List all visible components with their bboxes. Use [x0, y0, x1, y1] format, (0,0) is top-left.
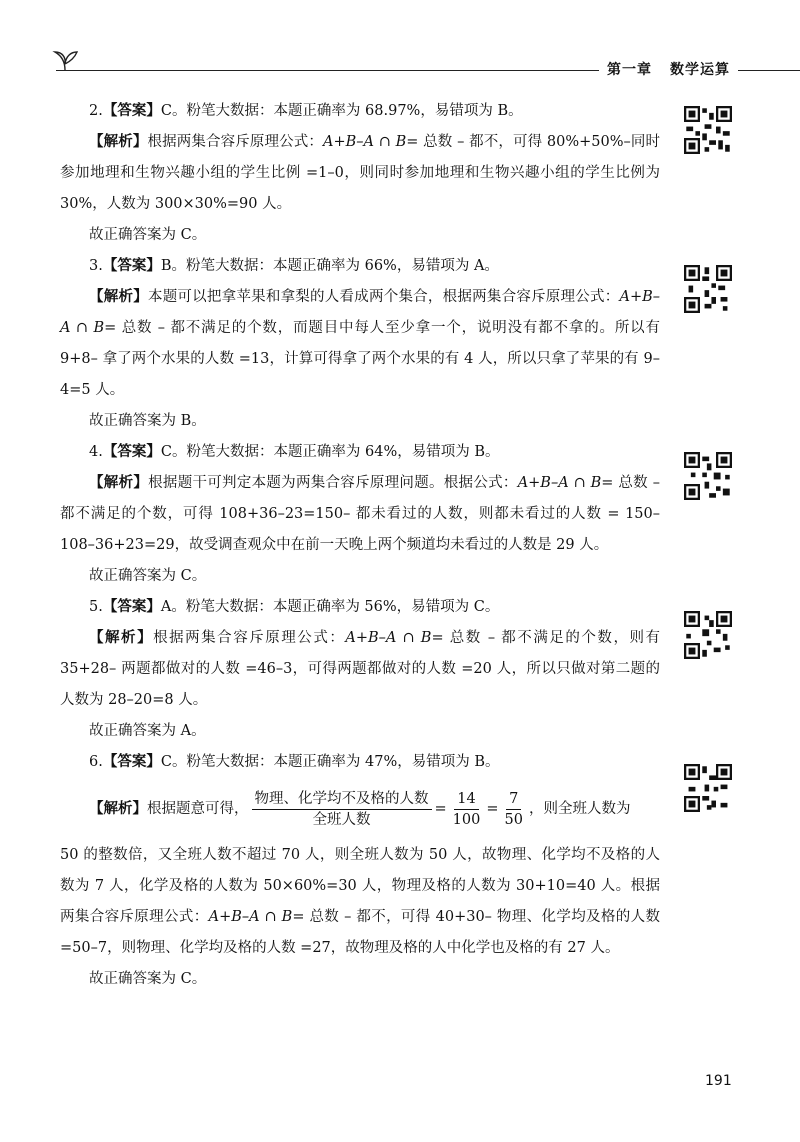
chapter-title: 数学运算: [670, 62, 730, 78]
fraction-ratio: $\frac{\text{物理、化学均不及格的人数}}{\text{全班人数}}$: [252, 789, 432, 830]
fraction-14-100: $\frac{14}{100}$: [452, 790, 481, 828]
q2-explanation: 【解析】根据两集合容斥原理公式：A+B–A ∩ B= 总数 – 都不，可得 80%+50%–同时参加地理和生物兴趣小组的学生比例 =1–0，则同时参加地理和生物兴趣小组的学生比例为 30%，人数为 300×30%=90 人。: [60, 134, 661, 212]
chapter-header: [599, 59, 738, 79]
q3-explanation: 【解析】本题可以把拿苹果和拿梨的人看成两个集合，根据两集合容斥原理公式：A+B–A ∩ B= 总数 – 都不满足的个数，而题目中每人至少拿一个，说明没有都不拿的。所以有 9+8– 拿了两个水果的人数 =13，计算可得拿了两个水果的有 4 人，所以只拿了苹果的有 9–4=5 人。: [60, 289, 661, 398]
qr-code-icon[interactable]: [684, 106, 732, 154]
q3-answer-line: 3.【答案】B。粉笔大数据：本题正确率为 66%，易错项为 A。: [89, 258, 499, 274]
q5-conclusion: 故正确答案为 A。: [89, 723, 206, 739]
q5-explanation: 【解析】根据两集合容斥原理公式：A+B–A ∩ B= 总数 – 都不满足的个数，则有 35+28– 两题都做对的人数 =46–3，可得两题都做对的人数 =20 人，所以只做对第二题的人数为 28–20=8 人。: [60, 630, 660, 708]
q4-answer-line: 4.【答案】C。粉笔大数据：本题正确率为 64%，易错项为 B。: [89, 444, 500, 460]
qr-code-icon[interactable]: [684, 452, 732, 500]
q6-conclusion: 故正确答案为 C。: [89, 971, 207, 987]
page-number: 191: [705, 1073, 732, 1089]
q6-explanation: 50 的整数倍，又全班人数不超过 70 人，则全班人数为 50 人，故物理、化学均不及格的人数为 7 人，化学及格的人数为 50×60%=30 人，物理及格的人数为 30+10=40 人。根据两集合容斥原理公式：A+B–A ∩ B= 总数 – 都不，可得 40+30– 物理、化学均及格的人数 =50–7，则物理、化学均及格的人数 =27，故物理及格的人中化学也及格的有 27 人。: [60, 847, 660, 956]
q4-conclusion: 故正确答案为 C。: [89, 568, 207, 584]
q6-answer-line: 6.【答案】C。粉笔大数据：本题正确率为 47%，易错项为 B。: [89, 754, 500, 770]
q2-answer-line: 2.【答案】C。粉笔大数据：本题正确率为 68.97%，易错项为 B。: [89, 103, 523, 119]
q4-explanation: 【解析】根据题干可判定本题为两集合容斥原理问题。根据公式：A+B–A ∩ B= 总数 – 都不满足的个数，可得 108+36–23=150– 都未看过的人数，则都未看过的人数 = 150–108–36+23=29，故受调查观众中在前一天晚上两个频道均未看过的人数是 29 人。: [60, 475, 661, 553]
page-content: [60, 96, 660, 995]
qr-code-icon[interactable]: [684, 611, 732, 659]
chapter-number: 第一章: [607, 62, 652, 78]
qr-code-icon[interactable]: [684, 764, 732, 812]
q2-conclusion: 故正确答案为 C。: [89, 227, 207, 243]
fraction-7-50: $\frac{7}{50}$: [504, 790, 523, 828]
q3-conclusion: 故正确答案为 B。: [89, 413, 206, 429]
qr-code-icon[interactable]: [684, 265, 732, 313]
q6-fraction-line: 【解析】 根据题意可得， $\frac{\text{物理、化学均不及格的人数}}{\text{全班人数}}$ = $\frac{14}{100}$ = $\frac{7}{50}$ ，则全班人数为: [89, 790, 631, 828]
q5-answer-line: 5.【答案】A。粉笔大数据：本题正确率为 56%，易错项为 C。: [89, 599, 500, 615]
